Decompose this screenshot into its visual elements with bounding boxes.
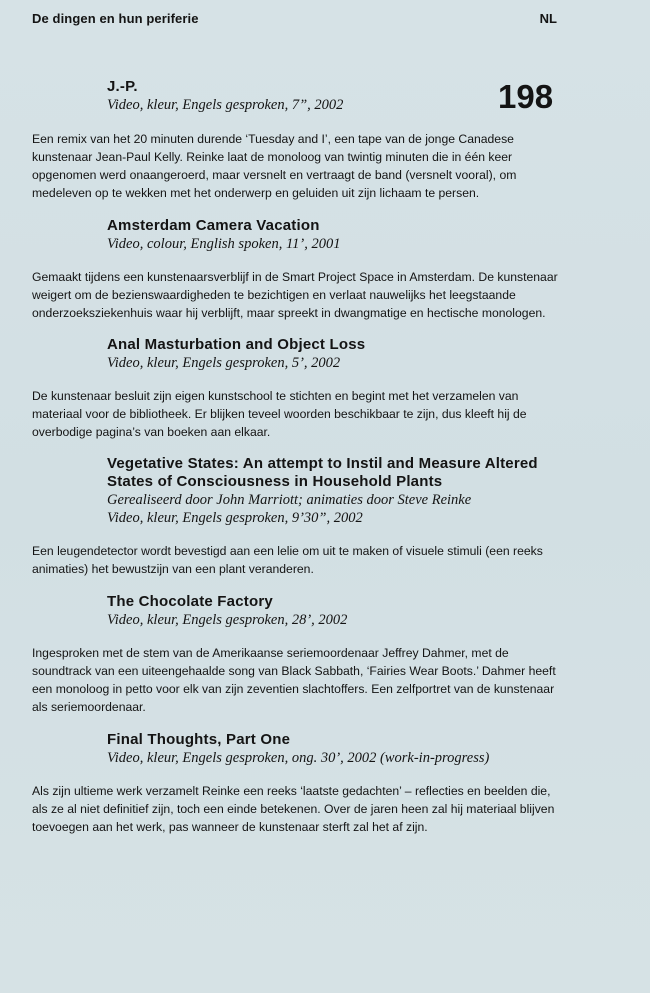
entry-meta: Video, kleur, Engels gesproken, 28’, 2002 bbox=[107, 612, 348, 628]
entry-vegetative-states bbox=[32, 455, 567, 578]
page-number: 198 bbox=[498, 78, 554, 115]
entry-meta-credits: Gerealiseerd door John Marriott; animaties door Steve Reinke bbox=[107, 492, 472, 508]
entry-meta: Video, kleur, Engels gesproken, 9’30”, 2002 bbox=[107, 510, 363, 526]
entry-anal-masturbation bbox=[32, 336, 567, 441]
entry-description: Als zijn ultieme werk verzamelt Reinke een reeks ‘laatste gedachten’ – reflecties en beelden die, als ze al niet definitief zijn, toch een einde betekenen. Over de jaren heen zal hij materiaal blijven toevoegen aan het werk, pas wanneer de kunstenaar sterft zal het af zijn. bbox=[32, 784, 555, 834]
entry-chocolate-factory bbox=[32, 593, 567, 716]
entry-meta: Video, kleur, Engels gesproken, ong. 30’, 2002 (work-in-progress) bbox=[107, 750, 490, 766]
entry-jp bbox=[32, 78, 567, 202]
entry-description: Ingesproken met de stem van de Amerikaanse seriemoordenaar Jeffrey Dahmer, met de soundtrack van een uiteengehaalde song van Black Sabbath, ‘Fairies Wear Boots.’ Dahmer heeft een monoloog in petto voor elk van zijn zeventien slachtoffers. Een zelfportret van de kunstenaar als seriemoordenaar. bbox=[32, 646, 556, 714]
entry-meta: Video, colour, English spoken, 11’, 2001 bbox=[107, 236, 341, 252]
entry-title: Anal Masturbation and Object Loss bbox=[107, 336, 366, 353]
entry-title: Final Thoughts, Part One bbox=[107, 731, 291, 748]
running-header-title: De dingen en hun periferie bbox=[32, 11, 199, 26]
entry-title: Vegetative States: An attempt to Instil and Measure Altered States of Consciousness in Household Plants bbox=[107, 455, 538, 490]
entry-final-thoughts bbox=[32, 731, 567, 836]
language-label: NL bbox=[539, 11, 557, 26]
entry-description: Een leugendetector wordt bevestigd aan een lelie om uit te maken of visuele stimuli (een reeks animaties) het bewustzijn van een plant veranderen. bbox=[32, 544, 543, 576]
entry-description: Een remix van het 20 minuten durende ‘Tuesday and I’, een tape van de jonge Canadese kunstenaar Jean-Paul Kelly. Reinke laat de monoloog van twintig minuten die in één keer opgenomen werd onaangeroerd, maar versnelt en vertraagt de band (versnelt vooral), om medeleven op te wekken met het onderwerp en geluiden uit zijn lichaam te persen. bbox=[32, 132, 517, 200]
entry-description: Gemaakt tijdens een kunstenaarsverblijf in de Smart Project Space in Amsterdam. De kunstenaar weigert om de bezienswaardigheden te bezichtigen en verlaat nauwelijks het leegstaande onderzoeksziekenhuis waar hij verblijft, maar spreekt in dwangmatige en hectische monologen. bbox=[32, 270, 558, 320]
entry-title: Amsterdam Camera Vacation bbox=[107, 217, 320, 234]
entry-amsterdam-camera-vacation bbox=[32, 217, 567, 322]
entries-list bbox=[32, 78, 567, 836]
entry-description: De kunstenaar besluit zijn eigen kunstschool te stichten en begint met het verzamelen van materiaal voor de bibliotheek. Er blijken teveel woorden beschikbaar te zijn, dus kleeft hij de overbodige pagina’s van boeken aan elkaar. bbox=[32, 389, 527, 439]
entry-title: J.-P. bbox=[107, 78, 138, 95]
entry-title: The Chocolate Factory bbox=[107, 593, 273, 610]
entry-meta: Video, kleur, Engels gesproken, 5’, 2002 bbox=[107, 355, 341, 371]
entry-meta: Video, kleur, Engels gesproken, 7”, 2002 bbox=[107, 97, 344, 113]
